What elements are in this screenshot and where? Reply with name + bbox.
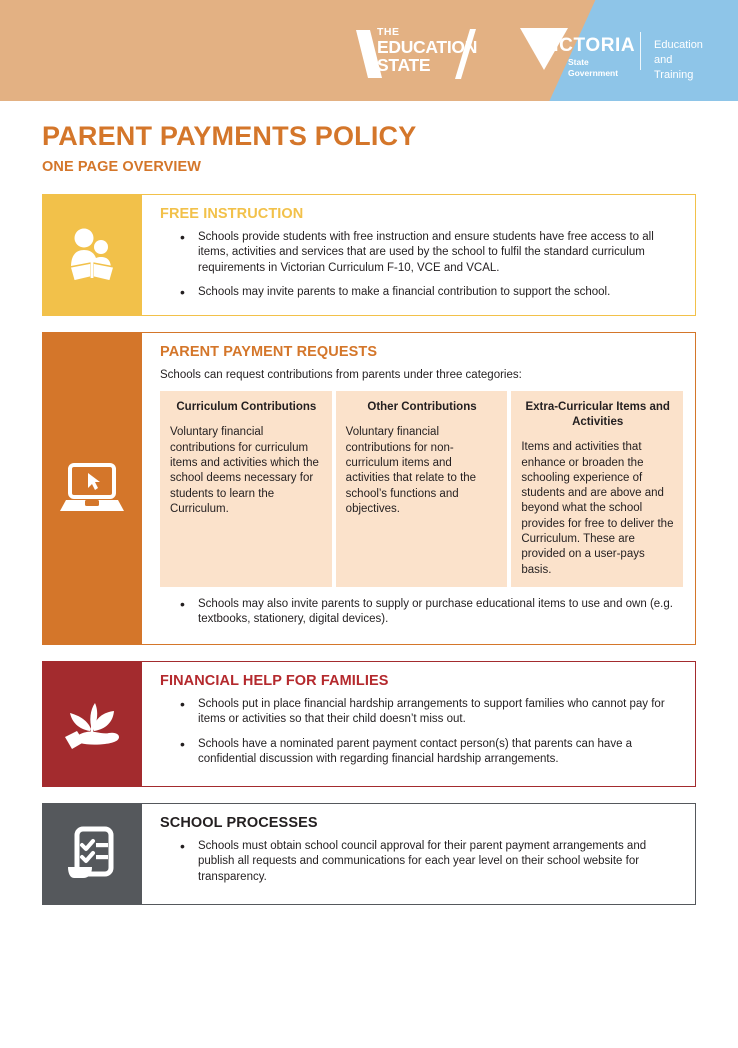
education-state-line-2: EDUCATION: [377, 36, 478, 57]
checklist-clipboard-icon: [62, 823, 122, 885]
parent-payment-requests-intro: Schools can request contributions from parents under three categories:: [160, 368, 522, 381]
parent-payment-requests-bullet-list: [156, 597, 683, 628]
school-processes-heading: SCHOOL PROCESSES: [160, 815, 318, 831]
section-parent-payment-requests: [42, 332, 696, 645]
education-state-line-3: STATE: [377, 55, 431, 75]
page-title: PARENT PAYMENTS POLICY: [42, 121, 417, 151]
adult-child-reading-book-icon: [58, 221, 126, 289]
column-header: Curriculum Contributions: [176, 401, 317, 414]
victoria-subtext-line-2: Government: [568, 67, 619, 78]
financial-help-heading: FINANCIAL HELP FOR FAMILIES: [160, 673, 389, 689]
column-body: Voluntary financial contributions for non-curriculum items and activities that relate to the school’s functions and objectives.: [345, 426, 477, 515]
victoria-subtext-line-1: State: [568, 57, 589, 67]
school-processes-icon-panel: [42, 803, 142, 905]
column-body: Items and activities that enhance or broaden the schooling experience of students and are above and beyond what the school provides for free to deliver the Curriculum. These are provided on a user-pays basis.: [521, 441, 674, 576]
column-header: Other Contributions: [367, 401, 477, 414]
list-item: • Schools put in place financial hardship arrangements to support families who cannot pay for items or activities so that their child doesn’t miss out.: [180, 697, 683, 728]
logo-divider: [640, 32, 641, 70]
school-processes-bullet-list: [156, 839, 683, 886]
financial-help-bullet-list: [156, 697, 683, 768]
department-name: [654, 38, 710, 83]
laptop-cursor-icon: [57, 459, 127, 519]
parent-payment-requests-body: [142, 332, 696, 645]
column-body: Voluntary financial contributions for curriculum items and activities which the school deems necessary for students to learn the Curriculum.: [170, 426, 319, 515]
list-item: • Schools must obtain school council approval for their parent payment arrangements and publish all requests and communications for each year level on their school website for transparency.: [180, 839, 683, 886]
education-state-wordmark: [377, 27, 477, 75]
financial-help-body: [142, 661, 696, 787]
page-header: [0, 0, 738, 101]
table-column-curriculum-contributions: [160, 391, 332, 586]
column-header: Extra-Curricular Items and Activities: [525, 401, 670, 429]
section-free-instruction: [42, 194, 696, 316]
list-item: • Schools have a nominated parent payment contact person(s) that parents can have a confidential discussion with regarding financial hardship arrangements.: [180, 737, 683, 768]
parent-payment-requests-icon-panel: [42, 332, 142, 645]
hand-holding-plant-icon: [57, 693, 127, 755]
title-block: [0, 101, 738, 175]
list-item: • Schools provide students with free instruction and ensure students have free access to all items, activities and services that are used by the school to fulfil the standard curriculum requirements in Victorian Curriculum F-10, VCE and VCAL.: [180, 230, 683, 277]
section-school-processes: [42, 803, 696, 905]
education-state-logo: [352, 27, 502, 81]
department-line-2: and Training: [654, 53, 694, 81]
parent-payment-requests-heading: PARENT PAYMENT REQUESTS: [160, 344, 378, 360]
page-subtitle: ONE PAGE OVERVIEW: [42, 159, 202, 175]
free-instruction-bullet-list: [156, 230, 683, 301]
financial-help-icon-panel: [42, 661, 142, 787]
list-item: • Schools may invite parents to make a financial contribution to support the school.: [180, 285, 683, 301]
victoria-wordmark: VICTORIA: [540, 35, 636, 56]
free-instruction-body: [142, 194, 696, 316]
table-column-other-contributions: [336, 391, 508, 586]
free-instruction-icon-panel: [42, 194, 142, 316]
victoria-subtext: [568, 57, 618, 78]
department-line-1: Education: [654, 39, 703, 51]
table-column-extra-curricular-items: [511, 391, 683, 586]
contribution-categories-table: [160, 391, 683, 586]
victoria-state-government-logo: [520, 27, 710, 81]
education-state-line-1: THE: [377, 26, 400, 38]
free-instruction-heading: FREE INSTRUCTION: [160, 206, 304, 222]
section-financial-help-for-families: [42, 661, 696, 787]
school-processes-body: [142, 803, 696, 905]
list-item: • Schools may also invite parents to supply or purchase educational items to use and own (e.g. textbooks, stationery, digital devices).: [180, 597, 683, 628]
